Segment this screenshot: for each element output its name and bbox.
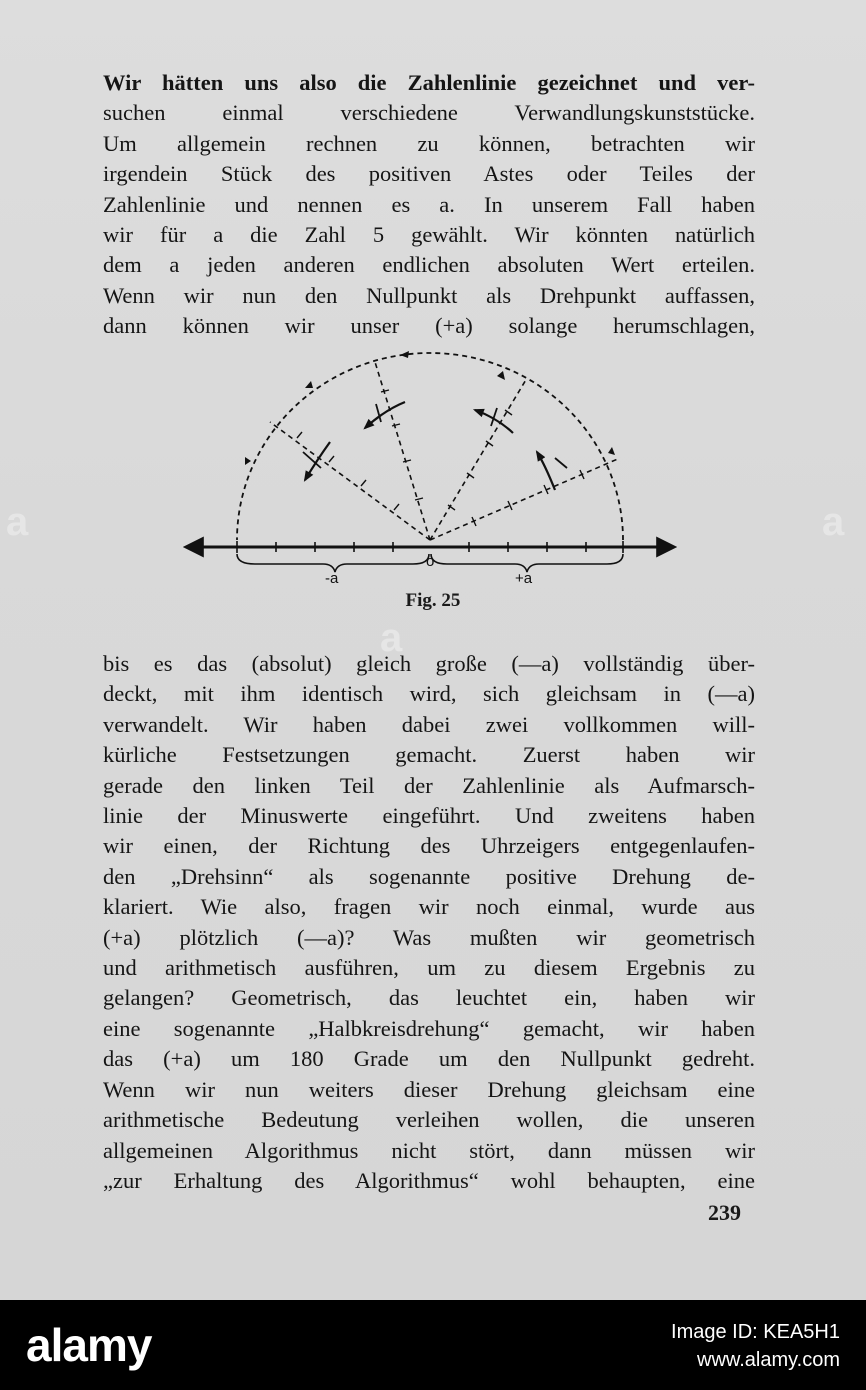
text-line: linie der Minuswerte eingeführt. Und zweitens haben	[103, 803, 755, 829]
text-line: irgendein Stück des positiven Astes oder Teiles der	[103, 161, 755, 187]
text-line: „zur Erhaltung des Algorithmus“ wohl behaupten, eine	[103, 1167, 755, 1193]
text-line: suchen einmal verschiedene Verwandlungskunststücke.	[103, 100, 755, 126]
text-line: arithmetische Bedeutung verleihen wollen, die unseren	[103, 1107, 755, 1133]
text-line: (+a) plötzlich (—a)? Was mußten wir geometrisch	[103, 924, 755, 950]
figure-caption: Fig. 25	[405, 590, 461, 611]
text-line: allgemeinen Algorithmus nicht stört, dann müssen wir	[103, 1137, 755, 1163]
text-line: Wenn wir nun den Nullpunkt als Drehpunkt auffassen,	[103, 282, 755, 308]
footer-logo: alamy	[26, 1319, 152, 1371]
text-line: und arithmetisch ausführen, um zu diesem Ergebnis zu	[103, 955, 755, 981]
label-zero: o	[426, 553, 435, 570]
text-line: wir einen, der Richtung des Uhrzeigers entgegenlaufen-	[103, 833, 755, 859]
watermark: a	[380, 616, 403, 660]
text-line: gelangen? Geometrisch, das leuchtet ein, haben wir	[103, 985, 755, 1011]
page-number: 239	[708, 1200, 741, 1225]
text-line: das (+a) um 180 Grade um den Nullpunkt gedreht.	[103, 1046, 755, 1072]
text-line: wir für a die Zahl 5 gewählt. Wir könnten natürlich	[103, 222, 755, 248]
text-line: dann können wir unser (+a) solange herumschlagen,	[103, 313, 755, 339]
rotation-arrows	[303, 402, 567, 490]
watermark: a	[6, 500, 29, 544]
site-url-text: www.alamy.com	[697, 1349, 840, 1371]
image-id-text: Image ID: KEA5H1	[671, 1321, 840, 1343]
text-line: verwandelt. Wir haben dabei zwei vollkommen will-	[103, 711, 755, 737]
footer-image-id	[671, 1318, 840, 1374]
text-line: klariert. Wie also, fragen wir noch einmal, wurde aus	[103, 894, 755, 920]
text-line: Wir hätten uns also die Zahlenlinie gezeichnet und ver-	[103, 70, 755, 95]
text-line: kürliche Festsetzungen gemacht. Zuerst haben wir	[103, 742, 755, 768]
text-line: eine sogenannte „Halbkreisdrehung“ gemacht, wir haben	[103, 1015, 755, 1041]
rotation-semicircle	[237, 353, 623, 540]
text-line: deckt, mit ihm identisch wird, sich gleichsam in (—a)	[103, 681, 755, 707]
text-line: Zahlenlinie und nennen es a. In unserem Fall haben	[103, 191, 755, 217]
label-negative-a: -a	[325, 570, 339, 587]
text-line: Um allgemein rechnen zu können, betrachten wir	[103, 130, 755, 156]
text-line: bis es das (absolut) gleich große (—a) vollständig über-	[103, 651, 755, 676]
label-positive-a: +a	[515, 570, 533, 587]
text-line: dem a jeden anderen endlichen absoluten Wert erteilen.	[103, 252, 755, 278]
text-line: gerade den linken Teil der Zahlenlinie als Aufmarsch-	[103, 772, 755, 798]
watermark: a	[822, 500, 845, 544]
paragraph-1	[103, 68, 755, 342]
semicircle-arrowheads	[245, 351, 615, 465]
text-line: den „Drehsinn“ als sogenannte positive Drehung de-	[103, 863, 755, 889]
paragraph-2	[103, 649, 755, 1196]
figure-25-diagram	[175, 340, 685, 590]
text-line: Wenn wir nun weiters dieser Drehung gleichsam eine	[103, 1076, 755, 1102]
